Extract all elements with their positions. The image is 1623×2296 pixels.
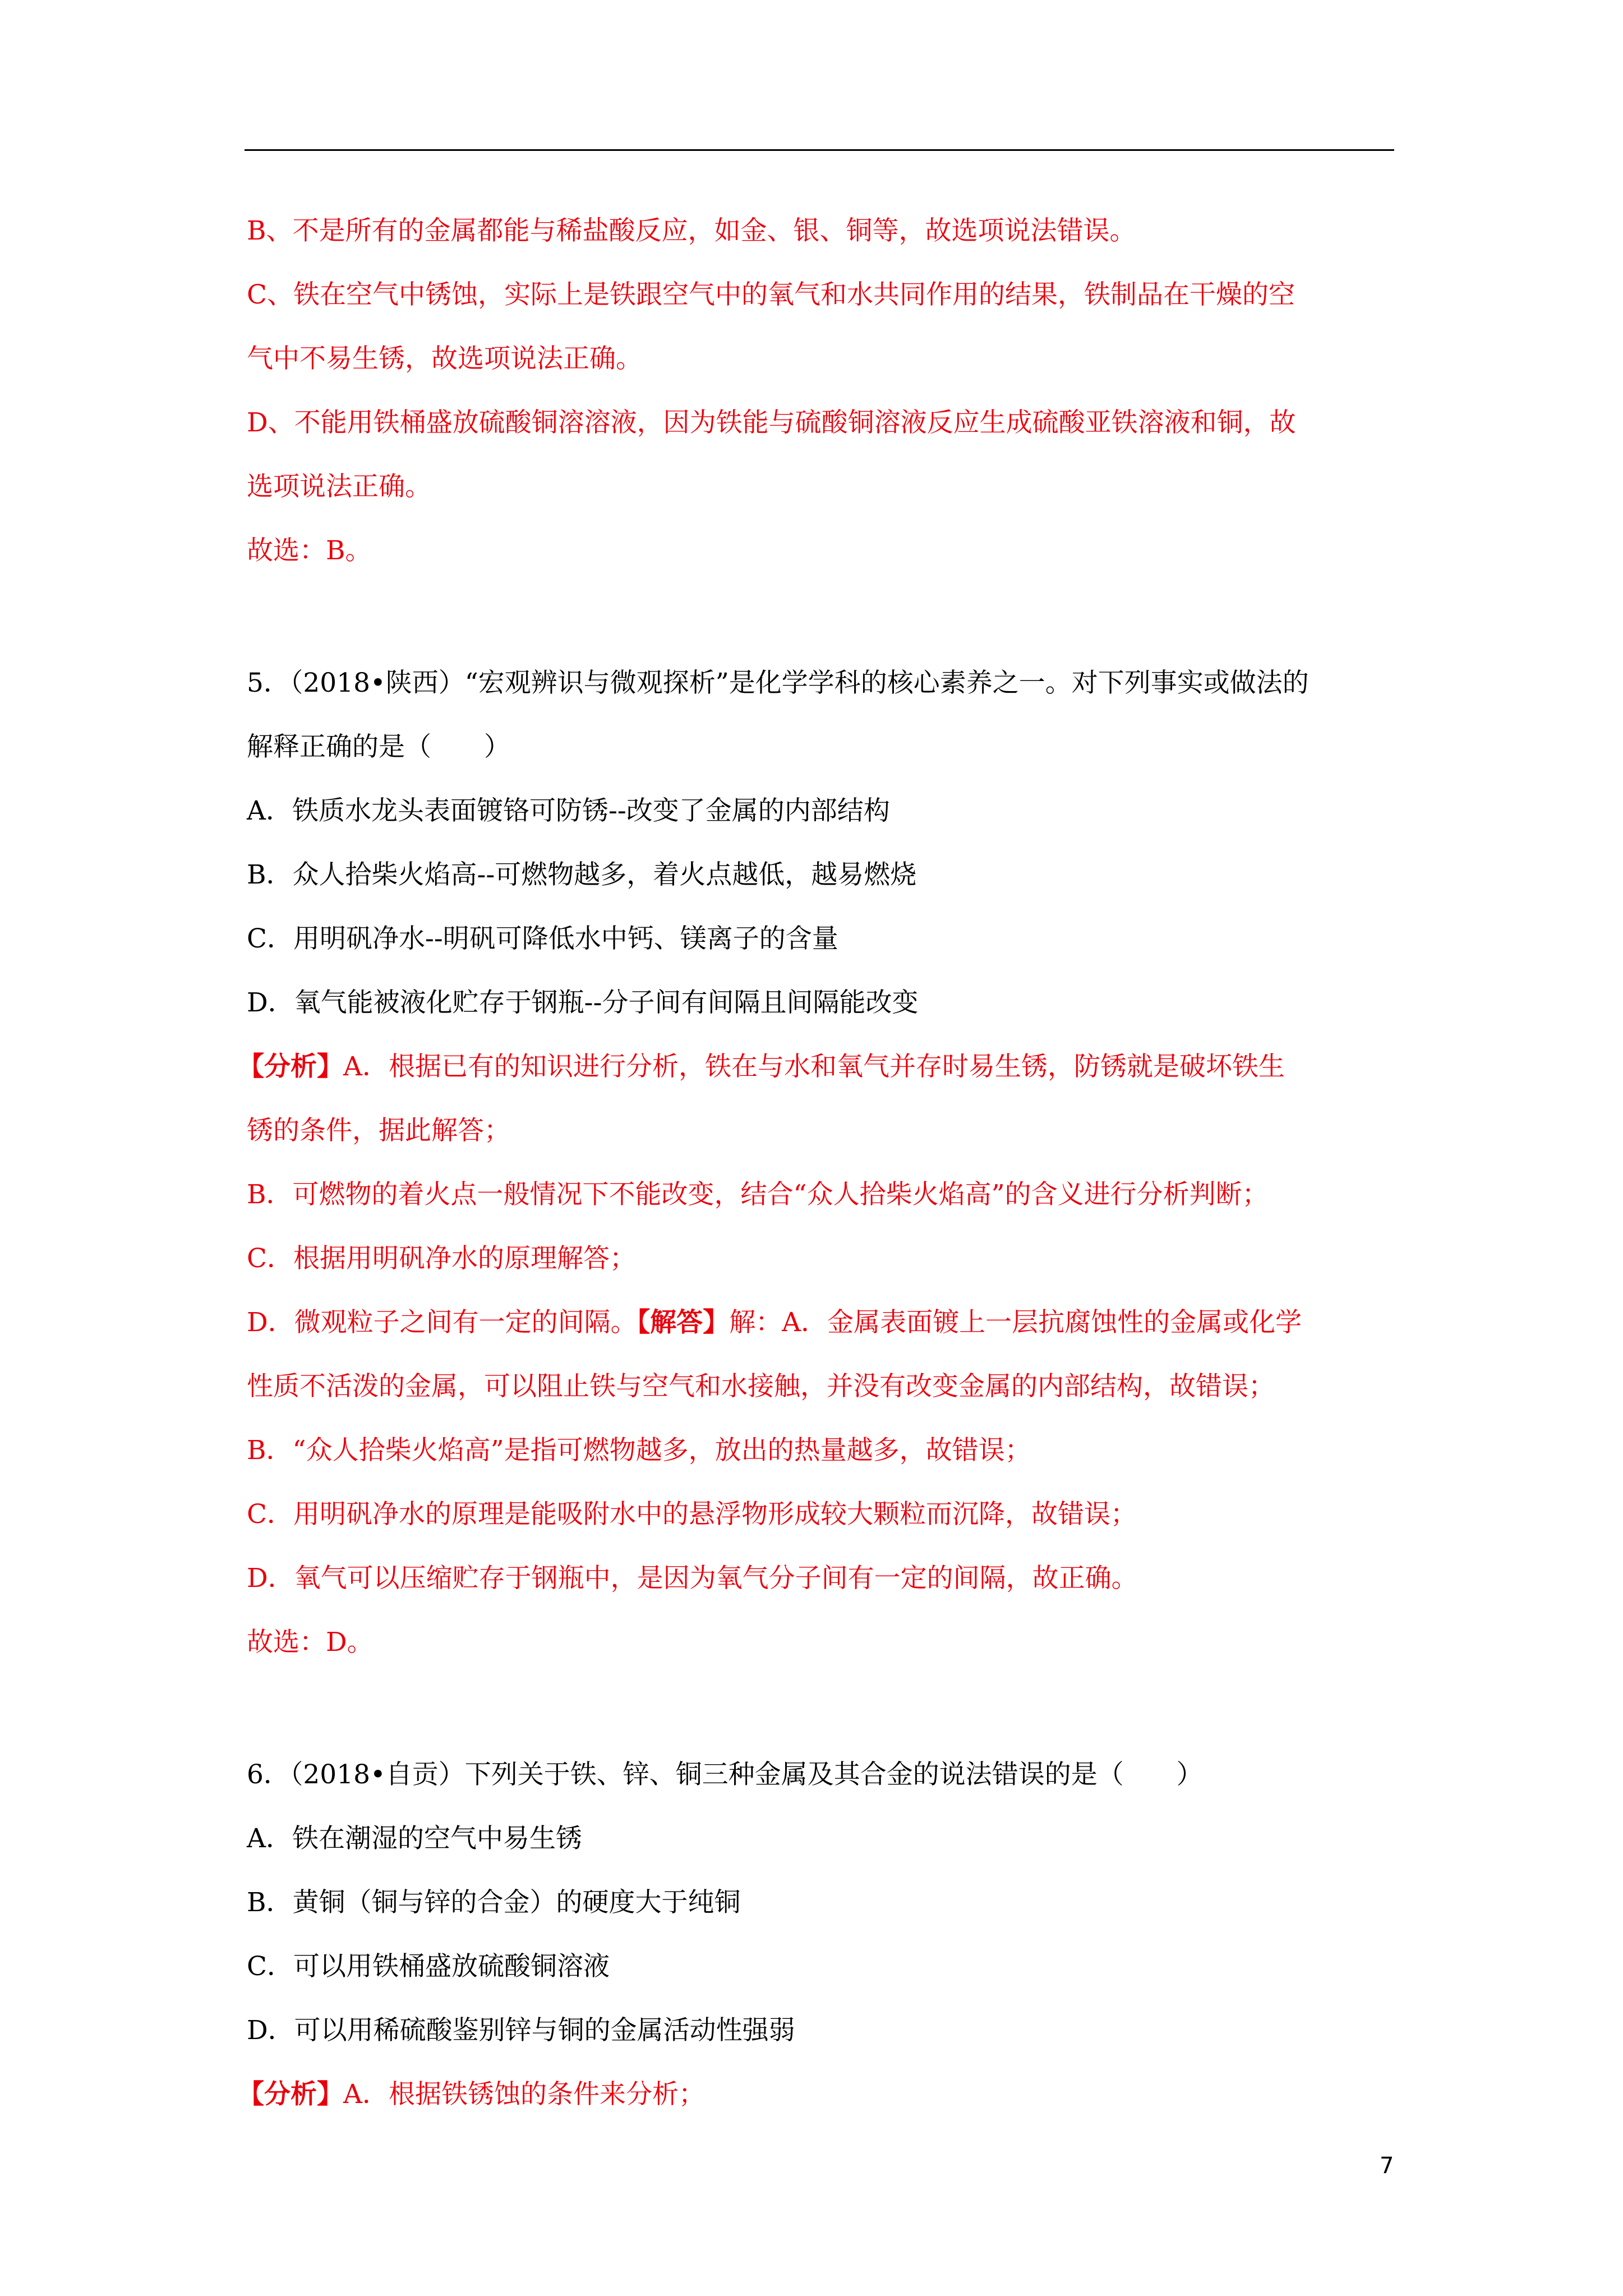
q5-stem-cont: 解释正确的是（ ） [247, 731, 510, 762]
q5-option-b: B．众人拾柴火焰高--可燃物越多，着火点越低，越易燃烧 [247, 859, 917, 890]
q5-analysis-d-solution: D．微观粒子之间有一定的间隔。【解答】解：A．金属表面镀上一层抗腐蚀性的金属或化学 [247, 1307, 1302, 1338]
page-number: 7 [1380, 2153, 1394, 2179]
analysis-tag: 【分析】 [238, 2079, 343, 2110]
analysis-tag: 【分析】 [238, 1051, 343, 1082]
header-rule [245, 149, 1394, 151]
q6-stem: 6．（2018•自贡）下列关于铁、锌、铜三种金属及其合金的说法错误的是（ ） [247, 1759, 1203, 1790]
prev-explanation-b: B、不是所有的金属都能与稀盐酸反应，如金、银、铜等，故选项说法错误。 [247, 215, 1136, 246]
prev-explanation-c: C、铁在空气中锈蚀，实际上是铁跟空气中的氧气和水共同作用的结果，铁制品在干燥的空 [247, 279, 1295, 310]
q6-option-d: D．可以用稀硫酸鉴别锌与铜的金属活动性强弱 [247, 2015, 795, 2046]
q5-option-d: D．氧气能被液化贮存于钢瓶--分子间有间隔且间隔能改变 [247, 987, 919, 1018]
prev-explanation-c-cont: 气中不易生锈，故选项说法正确。 [247, 343, 642, 374]
q5-solution-c: C．用明矾净水的原理是能吸附水中的悬浮物形成较大颗粒而沉降，故错误； [247, 1499, 1137, 1530]
q5-option-a: A．铁质水龙头表面镀铬可防锈--改变了金属的内部结构 [247, 795, 890, 826]
q6-option-a: A．铁在潮湿的空气中易生锈 [247, 1823, 582, 1854]
q6-analysis: 【分析】A．根据铁锈蚀的条件来分析； [238, 2079, 705, 2110]
prev-explanation-d: D、不能用铁桶盛放硫酸铜溶溶液，因为铁能与硫酸铜溶液反应生成硫酸亚铁溶液和铜，故 [247, 407, 1296, 438]
prev-explanation-d-cont: 选项说法正确。 [247, 471, 431, 502]
q5-answer: 故选：D。 [247, 1627, 374, 1658]
q5-solution-b: B．“众人拾柴火焰高”是指可燃物越多，放出的热量越多，故错误； [247, 1435, 1031, 1466]
q5-analysis: 【分析】A．根据已有的知识进行分析，铁在与水和氧气并存时易生锈，防锈就是破坏铁生 [238, 1051, 1285, 1082]
solution-tag: 【解答】 [637, 1307, 730, 1338]
prev-answer: 故选：B。 [247, 535, 372, 566]
q5-analysis-c: C．根据用明矾净水的原理解答； [247, 1243, 636, 1274]
q6-option-c: C．可以用铁桶盛放硫酸铜溶液 [247, 1951, 610, 1982]
q5-solution-d: D．氧气可以压缩贮存于钢瓶中，是因为氧气分子间有一定的间隔，故正确。 [247, 1563, 1138, 1594]
q5-option-c: C．用明矾净水--明矾可降低水中钙、镁离子的含量 [247, 923, 838, 954]
q5-solution-a-cont: 性质不活泼的金属，可以阻止铁与空气和水接触，并没有改变金属的内部结构，故错误； [247, 1371, 1275, 1402]
q5-stem: 5．（2018•陕西）“宏观辨识与微观探析”是化学学科的核心素养之一。对下列事实或做法的 [247, 668, 1309, 698]
q6-option-b: B．黄铜（铜与锌的合金）的硬度大于纯铜 [247, 1887, 741, 1918]
q5-analysis-b: B．可燃物的着火点一般情况下不能改变，结合“众人拾柴火焰高”的含义进行分析判断； [247, 1179, 1269, 1210]
q5-analysis-cont: 锈的条件，据此解答； [247, 1115, 510, 1146]
